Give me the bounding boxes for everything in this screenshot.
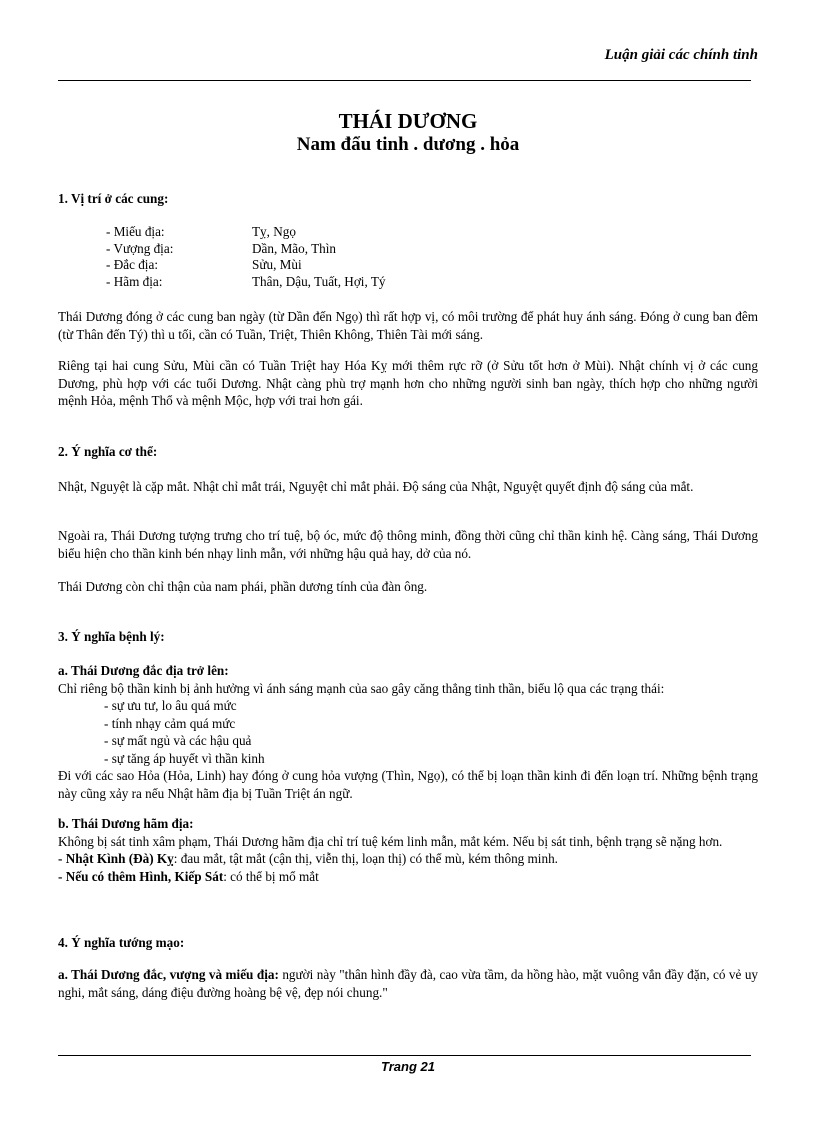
section-3-heading: 3. Ý nghĩa bệnh lý: [58, 629, 165, 644]
symptom-list [58, 697, 758, 767]
section-1-heading: 1. Vị trí ở các cung: [58, 191, 169, 206]
list-item: - sự tăng áp huyết vì thần kinh [104, 750, 265, 766]
list-item: - tính nhạy cảm quá mức [104, 715, 236, 731]
section-2-paragraph-1: Nhật, Nguyệt là cặp mắt. Nhật chỉ mắt trái, Nguyệt chỉ mắt phải. Độ sáng của Nhật, Nguyệt quyết định độ sáng của mắt. [58, 479, 694, 494]
section-3a-heading: a. Thái Dương đắc địa trở lên: [58, 663, 229, 678]
position-row: - Hãm địa: Thân, Dậu, Tuất, Hợi, Tý [106, 273, 386, 289]
section-1-paragraph-1: Thái Dương đóng ở các cung ban ngày (từ Dần đến Ngọ) thì rất hợp vị, có môi trường để phát huy ánh sáng. Đóng ở cung ban đêm (từ Thân đến Tý) thì u tối, cần có Tuần, Triệt, Thiên Không, Thiên Tài mới sáng. [58, 309, 758, 342]
position-row: - Đắc địa: Sửu, Mùi [106, 257, 302, 272]
position-row: - Miếu địa: Tỵ, Ngọ [106, 224, 296, 239]
position-row: - Vượng địa: Dần, Mão, Thìn [106, 240, 336, 256]
section-3b-line-2: - Nếu có thêm Hình, Kiếp Sát: có thể bị mổ mắt [58, 868, 319, 884]
footer-rule [58, 1055, 751, 1056]
section-2-paragraph-3: Thái Dương còn chỉ thận của nam phái, phần dương tính của đàn ông. [58, 579, 428, 594]
section-3b-line-1: - Nhật Kình (Đà) Kỵ: đau mắt, tật mắt (cận thị, viễn thị, loạn thị) có thể mù, kém thông minh. [58, 851, 558, 866]
section-4a-paragraph: a. Thái Dương đắc, vượng và miếu địa: người này "thân hình đầy đà, cao vừa tầm, da hồng hào, mặt vuông vắn đầy đặn, có vẻ uy nghi, mắt sáng, dáng điệu đường hoàng bệ vệ, đẹp nói chung." [58, 967, 759, 1000]
section-4a-heading: a. Thái Dương đắc, vượng và miếu địa: [58, 967, 279, 982]
running-header: Luận giải các chính tinh [604, 47, 758, 63]
section-1-paragraph-2: Riêng tại hai cung Sửu, Mùi cần có Tuần Triệt hay Hóa Kỵ mới thêm rực rỡ (ở Sửu tốt hơn ở Mùi). Nhật chính vị ở các cung Dương, phù hợp với các tuổi Dương. Nhật càng phù trợ mạnh hơn cho những người sinh ban ngày, thích hợp cho những người mệnh Hỏa, mệnh Thổ và mệnh Mộc, hợp với trai hơn gái. [58, 358, 758, 408]
list-item: - sự ưu tư, lo âu quá mức [104, 698, 237, 713]
section-3b-block [58, 815, 758, 885]
section-4-heading: 4. Ý nghĩa tướng mạo: [58, 935, 185, 950]
section-3a-intro: Chỉ riêng bộ thần kinh bị ảnh hưởng vì ánh sáng mạnh của sao gây căng thẳng tinh thần, biểu lộ qua các trạng thái: [58, 680, 665, 696]
title-block [0, 109, 816, 157]
positions-table [106, 224, 506, 290]
section-3a-block [58, 662, 758, 802]
page-subtitle: Nam đẩu tinh . dương . hỏa [296, 134, 520, 155]
section-3b-text: Không bị sát tinh xâm phạm, Thái Dương hãm địa chỉ trí tuệ kém linh mẫn, mắt kém. Nếu bị sát tinh, bệnh trạng sẽ nặng hơn. [58, 833, 723, 849]
section-3a-outro: Đi với các sao Hỏa (Hỏa, Linh) hay đóng ở cung hỏa vượng (Thìn, Ngọ), có thể bị loạn thần kinh đi đến loạn trí. Những bệnh trạng này cũng xảy ra nếu Nhật hãm địa bị Tuần Triệt án ngữ. [58, 768, 758, 801]
list-item: - sự mất ngủ và các hậu quả [104, 733, 252, 748]
page-number: Trang 21 [381, 1059, 435, 1074]
page-title: THÁI DƯƠNG [338, 109, 478, 133]
section-2-paragraph-2: Ngoài ra, Thái Dương tượng trưng cho trí tuệ, bộ óc, mức độ thông minh, đồng thời cũng chỉ thần kinh hệ. Càng sáng, Thái Dương biểu hiện cho thần kinh bén nhạy linh mẫn, với những hậu quả hay, dở của nó. [58, 528, 758, 561]
section-3b-heading: b. Thái Dương hãm địa: [58, 816, 194, 831]
header-rule [58, 80, 751, 81]
section-2-heading: 2. Ý nghĩa cơ thể: [58, 444, 158, 459]
